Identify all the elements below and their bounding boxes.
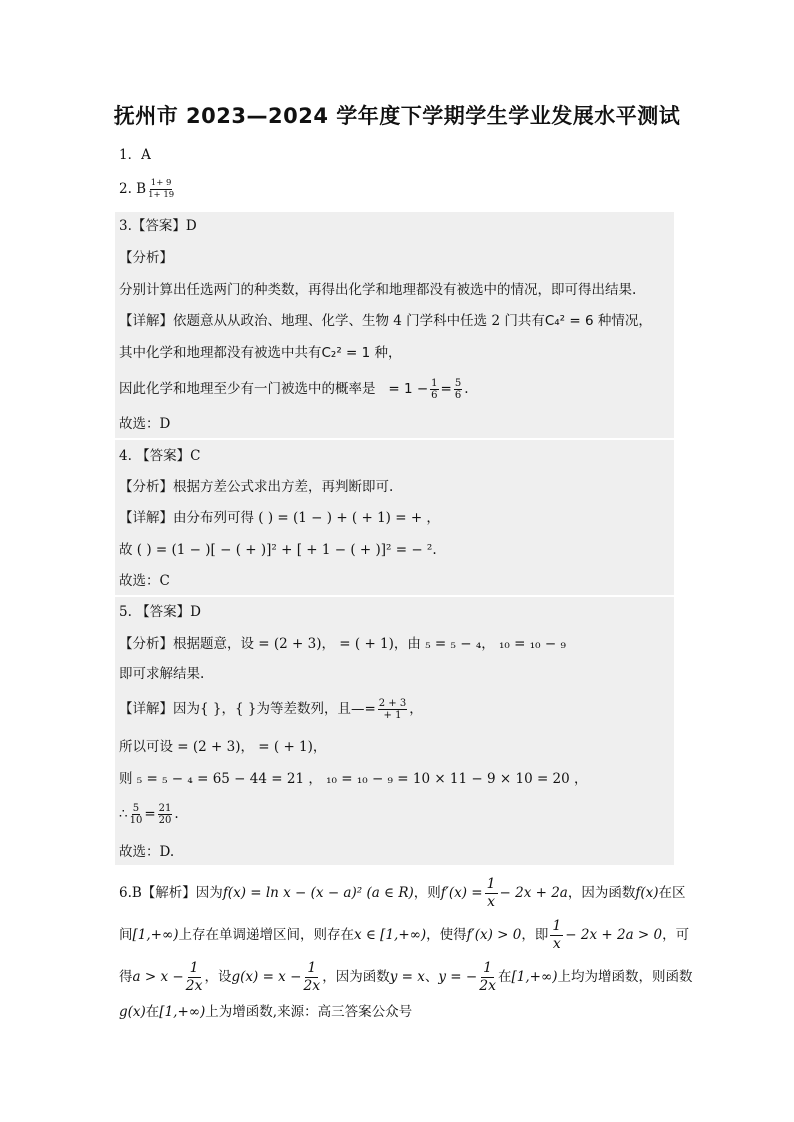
q6-l3-frac2-den: 2x <box>303 978 321 994</box>
q3-detail-b <box>119 343 402 363</box>
q6-l3-d: 、 <box>424 969 439 985</box>
q6-l1-fp: f′(x) = <box>440 885 483 901</box>
q6-l1-frac-den: x <box>487 894 495 910</box>
q6-l3-frac-den: 2x <box>185 978 203 994</box>
q3-answer: 3.【答案】D <box>119 218 197 234</box>
q2-answer <box>119 178 176 201</box>
q6-l2-frac <box>550 918 563 953</box>
q6-l3-f: 上均为增函数，则函数 <box>557 969 693 985</box>
q6-l1-c: − 2x + 2a <box>499 885 568 901</box>
q6-l2-b: 上存在单调递增区间，则存在 <box>178 927 354 943</box>
q3-detail-b-math: C₂² = 1 <box>321 345 371 361</box>
q6-l1-a: 6.B【解析】因为 <box>119 885 223 901</box>
q5-frac-2-num: 21 <box>158 803 172 814</box>
q1-answer: 1．A <box>119 147 151 163</box>
q3-frac-2-den: 6 <box>454 390 462 401</box>
q6-l3-frac <box>186 960 203 995</box>
q6-l1-b: ，则 <box>413 885 441 901</box>
q6-l3-g: g(x) = x − <box>231 969 302 985</box>
q3-detail-b-end: 种， <box>370 345 402 361</box>
q3-frac-1 <box>430 378 438 401</box>
q5-frac-2 <box>158 803 173 826</box>
q5-detail-a-end: ， <box>409 701 423 717</box>
q6-l3-frac-3 <box>479 960 496 995</box>
q6-l3-frac-num: 1 <box>189 960 199 976</box>
q3-frac-2-num: 5 <box>454 378 462 389</box>
q3-frac-2 <box>454 378 462 401</box>
q2-frac-bottom: 1+ 19 <box>148 190 175 200</box>
q2-prefix: 2. B <box>119 181 147 197</box>
q6-l2-d: ，即 <box>521 927 549 943</box>
q4-choose: 故选：C <box>119 573 170 589</box>
q6-l3-y1: y = x <box>389 969 425 985</box>
q2-frac-top: 1+ 9 <box>150 178 172 188</box>
q6-l2-ineq: f′(x) > 0 <box>466 927 522 943</box>
q4-detail-2: 故 ( ) = (1 − )[ − ( + )]² + [ + 1 − ( + )]² = − ². <box>119 542 437 558</box>
q3-detail-a-math: C₄² = 6 <box>544 313 594 329</box>
q3-detail-a-text: 【详解】依题意从从政治、地理、化学、生物 4 门学科中任选 2 门共有 <box>119 313 545 329</box>
q6-l2-f: ，可 <box>662 927 690 943</box>
q6-l1-d: ，因为函数 <box>567 885 636 901</box>
q5-eq: = <box>144 806 156 822</box>
q6-l3-frac3-num: 1 <box>483 960 493 976</box>
q5-frac-2-den: 20 <box>158 815 172 826</box>
q6-l2-int: [1,+∞) <box>132 927 179 943</box>
q5-choose: 故选：D. <box>119 844 175 860</box>
q3-frac-1-den: 6 <box>431 390 438 401</box>
q6-l3-y2: y = − <box>438 969 478 985</box>
q5-analysis-2: 即可求解结果. <box>119 666 205 682</box>
q6-l4-int: [1,+∞) <box>159 1004 206 1020</box>
q6-l2-e: − 2x + 2a > 0 <box>565 927 663 943</box>
q3-detail-c-text: 因此化学和地理至少有一门被选中的概率是 <box>119 381 376 397</box>
q5-frac-den: + 1 <box>383 710 402 721</box>
q4-detail: 【详解】由分布列可得 ( ) = (1 − ) + ( + 1) = + ， <box>119 510 440 526</box>
q4-answer: 4. 【答案】C <box>119 448 201 464</box>
q3-analysis: 分别计算出任选两门的种类数，再得出化学和地理都没有被选中的情况，即可得出结果. <box>119 282 637 298</box>
q6-l3-int: [1,+∞) <box>511 969 558 985</box>
q6-l1-fx: f(x) <box>635 885 659 901</box>
q5-detail-d-end: . <box>174 806 179 822</box>
q6-l3-c: ，因为函数 <box>322 969 390 985</box>
q6-l3-frac3-den: 2x <box>479 978 496 994</box>
q6-l1-frac-num: 1 <box>486 876 496 892</box>
q5-answer: 5. 【答案】D <box>119 604 201 620</box>
q6-l1-e: 在区 <box>658 885 686 901</box>
q6-line-3 <box>119 960 692 995</box>
q6-l3-b: ，设 <box>204 969 232 985</box>
q6-line-4 <box>119 1002 412 1022</box>
q3-detail-c: 因此化学和地理至少有一门被选中的概率是 = 1 − $\frac{1}{6}$ = $\frac{5}{6}$ . <box>119 378 469 401</box>
q5-frac-1-den: 10 <box>129 815 143 826</box>
q6-l3-frac-2 <box>303 960 320 995</box>
q5-frac-num: 2 + 3 <box>378 698 407 709</box>
q6-l1-frac <box>485 876 498 911</box>
q3-detail-b-text: 其中化学和地理都没有被选中共有 <box>119 345 322 361</box>
q6-l2-frac-den: x <box>552 936 561 952</box>
q6-l3-a: 得 <box>119 969 133 985</box>
q3-analysis-head: 【分析】 <box>119 250 173 266</box>
q2-fraction <box>148 178 174 201</box>
q6-l2-c: ，使得 <box>426 927 467 943</box>
q5-detail-c: 则 ₅ = ₅ − ₄ = 65 − 44 = 21 ， ₁₀ = ₁₀ − ₉ = 10 × 11 − 9 × 10 = 20 ， <box>119 771 588 787</box>
q5-detail-a: 【详解】因为{ }，{ }为等差数列，且—= $\frac{2 + 3}{+ 1}$ ， <box>119 698 423 721</box>
q3-eq: = <box>440 381 452 397</box>
q6-l2-x: x ∈ [1,+∞) <box>353 927 427 943</box>
q3-detail-c-math: = 1 − <box>388 381 429 397</box>
q5-detail-a-text: 【详解】因为{ }，{ }为等差数列，且 <box>119 701 351 717</box>
q4-analysis: 【分析】根据方差公式求出方差，再判断即可. <box>119 479 394 495</box>
q3-detail-a <box>119 311 652 331</box>
q6-l4-g: g(x) <box>119 1004 146 1020</box>
q6-l2-a: 间 <box>119 927 133 943</box>
q6-line-1 <box>119 876 686 911</box>
q3-detail-a-end: 种情况， <box>593 313 652 329</box>
q5-analysis: 【分析】根据题意，设 = (2 + 3)， = ( + 1)，由 ₅ = ₅ − ₄， ₁₀ = ₁₀ − ₉ <box>119 636 566 652</box>
q3-frac-1-num: 1 <box>431 378 438 389</box>
q6-l1-f: f(x) = ln x − (x − a)² (a ∈ R) <box>222 885 414 901</box>
page-title: 抚州市 2023—2024 学年度下学期学生学业发展水平测试 <box>113 104 681 128</box>
q6-l3-e: 在 <box>498 969 512 985</box>
q6-line-2 <box>119 918 689 953</box>
q6-l4-a: 在 <box>145 1004 160 1020</box>
q6-l2-frac-num: 1 <box>552 918 562 934</box>
q5-frac-1-num: 5 <box>132 803 140 814</box>
q5-detail-b: 所以可设 = (2 + 3)， = ( + 1)， <box>119 739 327 755</box>
q6-l3-ineq: a > x − <box>132 969 184 985</box>
q6-l4-b: 上为增函数,来源：高三答案公众号 <box>205 1004 413 1020</box>
q3-choose: 故选：D <box>119 416 171 432</box>
q5-frac <box>378 698 407 721</box>
q5-frac-1 <box>130 803 143 826</box>
q5-therefore: ∴ <box>119 806 128 822</box>
q6-l3-frac2-num: 1 <box>307 960 317 976</box>
q5-detail-d <box>119 803 179 826</box>
